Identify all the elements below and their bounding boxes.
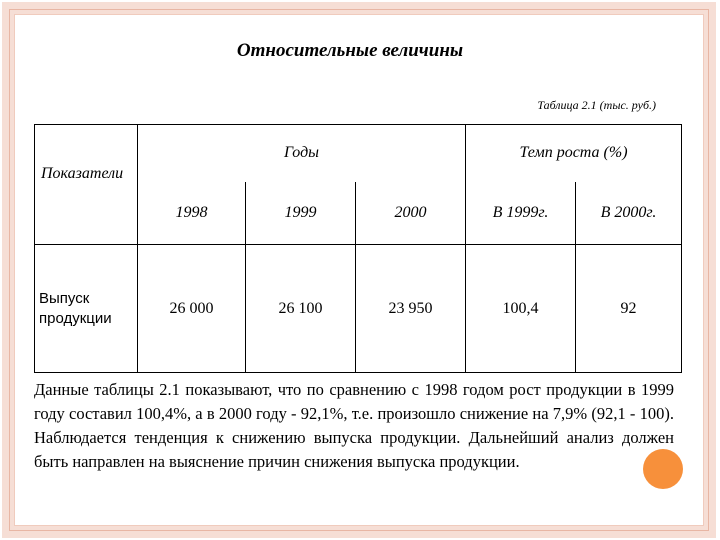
value-growth-2000: 92: [576, 245, 682, 373]
row-label-cell: [35, 245, 138, 373]
group-header-growth: Темп роста (%): [466, 125, 682, 182]
analysis-paragraph: Данные таблицы 2.1 показывают, что по сравнению с 1998 годом рост продукции в 1999 году составил 100,4%, а в 2000 году - 92,1%, т.е. произошло снижение на 7,9% (92,1 - 100). Наблюдается тенденция к снижению выпуска продукции. Дальнейший анализ должен быть направлен на выяснение причин снижения выпуска продукции.: [34, 380, 674, 471]
subheader-1998: 1998: [138, 182, 246, 245]
group-header-years: Годы: [138, 125, 466, 182]
data-table: [34, 124, 682, 373]
value-2000: 23 950: [356, 245, 466, 373]
row-label-line1: Выпуск: [39, 289, 90, 307]
indicator-header: Показатели: [41, 165, 124, 182]
indicator-header-cell: [35, 125, 138, 245]
slide-title: Относительные величины: [236, 40, 464, 61]
value-1999: 26 100: [246, 245, 356, 373]
table-header-row: [35, 125, 682, 182]
table-caption: Таблица 2.1 (тыс. руб.): [537, 98, 656, 112]
value-growth-1999: 100,4: [466, 245, 576, 373]
subheader-growth-1999: В 1999г.: [466, 182, 576, 245]
row-label-line2: продукции: [39, 309, 112, 327]
value-1998: 26 000: [138, 245, 246, 373]
subheader-1999: 1999: [246, 182, 356, 245]
table-row: [35, 245, 682, 373]
subheader-growth-2000: В 2000г.: [576, 182, 682, 245]
accent-circle: [643, 449, 683, 489]
subheader-2000: 2000: [356, 182, 466, 245]
